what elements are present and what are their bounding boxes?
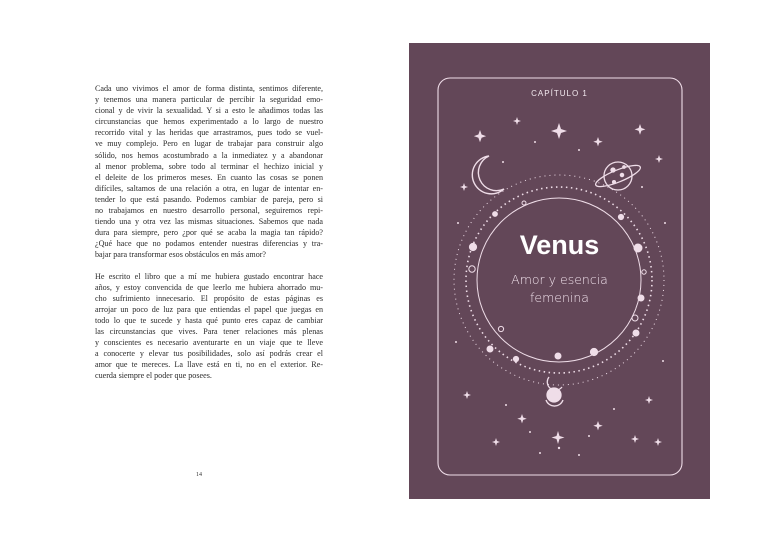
text-line: no trabajamos en nuestro desarrollo personal, seguiremos repi- <box>95 206 323 216</box>
text-line: recorrido vital y las heridas que arrastramos, pues todo se vuel- <box>95 128 323 138</box>
page-number: 14 <box>196 472 202 478</box>
text-line: amor que te mereces. La llave está en ti, no en el exterior. Re- <box>95 360 323 370</box>
text-line: ¿Qué hace que no podamos entender nuestras diferencias y tra- <box>95 239 323 249</box>
text-line: cional y de vivir la sexualidad. Y si a esto le añadimos todas las <box>95 106 323 116</box>
text-line: tender lo que está pasando. Podemos cambiar de pareja, pero si <box>95 194 323 204</box>
text-line: al menor problema, sobre todo al terminar el hechizo inicial y <box>95 161 323 171</box>
paragraph-1 <box>95 83 323 261</box>
text-line: ve muy complejo. Pero en lugar de trabajar para construir algo <box>95 139 323 149</box>
text-line: difíciles, saltamos de una relación a otra, en lugar de intentar en- <box>95 183 323 193</box>
planet-icon <box>593 161 642 190</box>
text-line: a conocerte y elevar tus posibilidades, solo así podrás crear el <box>95 349 323 359</box>
crescent-moon-icon <box>472 156 504 194</box>
text-line: dura para siempre, pero ¿por qué se acaba la magia tan rápido? <box>95 228 323 238</box>
chapter-title: Venus <box>519 230 600 260</box>
text-line: cuerda siempre el poder que posees. <box>95 371 212 381</box>
text-line: circunstancias que hemos experimentado a lo largo de nuestro <box>95 117 323 127</box>
text-line: sólido, nos hemos acostumbrado a la inmediatez y a abandonar <box>95 150 323 160</box>
text-line: Cada uno vivimos el amor de forma distinta, sentimos diferente, <box>95 84 323 93</box>
text-line: todo lo que te sucede y hasta qué punto eres capaz de cambiar <box>95 315 323 325</box>
text-line: y tenemos una manera particular de percibir la seguridad emo- <box>95 95 323 105</box>
body-text <box>95 83 323 391</box>
chapter-cover <box>409 43 710 499</box>
text-line: y conscientes es necesario aventurarte en un viaje que te lleve <box>95 338 323 348</box>
paragraph-2 <box>95 271 323 382</box>
chapter-label: CAPÍTULO 1 <box>531 89 588 98</box>
text-line: años, y estoy convencida de que leerlo me hubiera ahorrado mu- <box>95 282 323 292</box>
text-line: cho sufrimiento innecesario. El propósito de estas páginas es <box>95 293 323 303</box>
text-line: bajar para transformar esos obstáculos en más amor? <box>95 250 267 260</box>
text-line: tiendo una y otra vez las mismas situaciones. Sabemos que nada <box>95 217 323 227</box>
text-line: el deleite de los primeros meses. En cuanto las cosas se ponen <box>95 172 323 182</box>
chapter-subtitle: Amor y esencia femenina <box>511 272 608 305</box>
text-line: He escrito el libro que a mí me hubiera gustado encontrar hace <box>95 271 323 281</box>
text-line: las circunstancias que vives. Para tener relaciones más plenas <box>95 326 323 336</box>
moon-phases-icon <box>546 377 563 406</box>
text-line: arrojar un poco de luz para que entiendas el papel que juegas en <box>95 304 323 314</box>
